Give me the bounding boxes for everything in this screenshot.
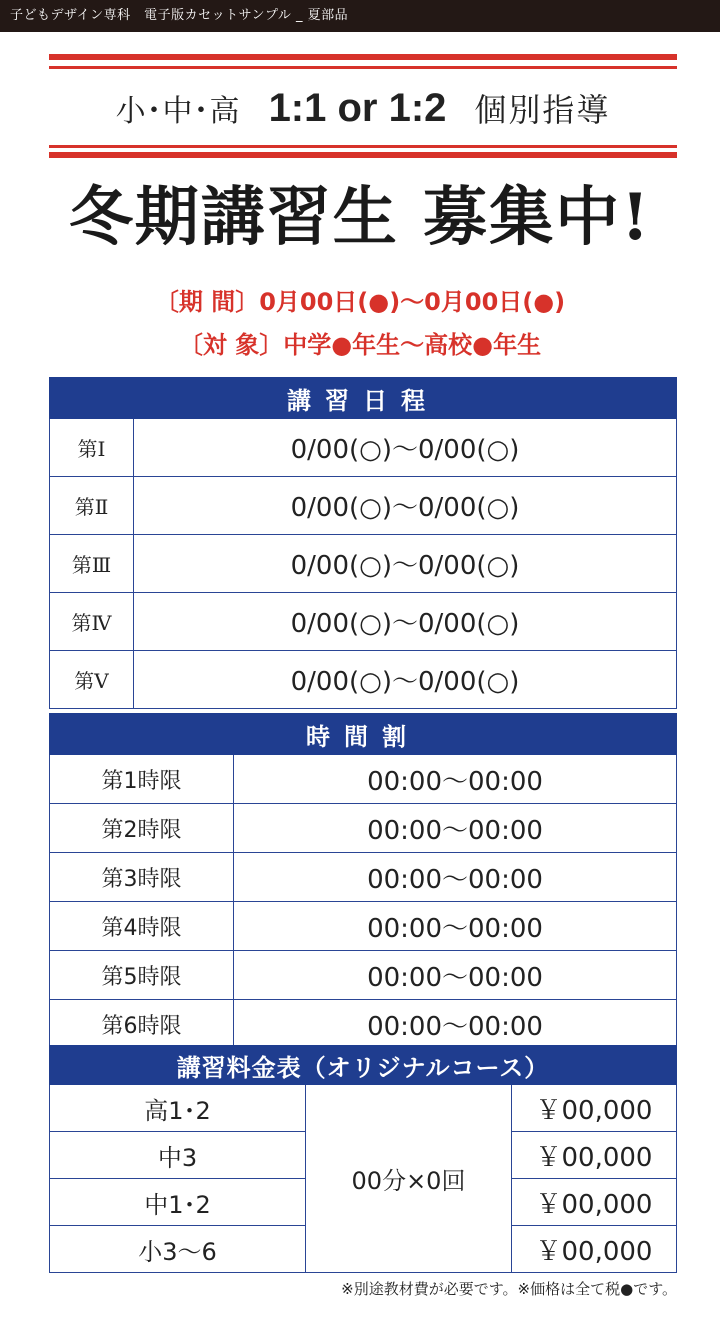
header-rule-top-thin — [49, 66, 677, 69]
fees-table — [49, 1045, 677, 1273]
period-time: 00:00～00:00 — [234, 853, 677, 902]
schedule-header: 講習日程 — [50, 378, 677, 419]
schedule-row — [50, 419, 677, 477]
periods-table — [49, 713, 677, 1049]
schedule-term-label: 第Ⅱ — [50, 477, 134, 535]
fee-grade: 小3～6 — [50, 1226, 306, 1273]
period-row — [50, 902, 677, 951]
fee-price: ￥00,000 — [512, 1226, 677, 1273]
schedule-term-dates: 0/00(○)～0/00(○) — [134, 651, 677, 709]
headline-ratio: 1:1 or 1:2 — [268, 85, 447, 130]
fees-header: 講習料金表（オリジナルコース） — [50, 1046, 677, 1085]
schedule-term-label: 第Ⅴ — [50, 651, 134, 709]
footnote: ※別途教材費が必要です。※価格は全て税●です。 — [341, 1280, 677, 1298]
period-time: 00:00～00:00 — [234, 804, 677, 853]
schedule-term-dates: 0/00(○)～0/00(○) — [134, 593, 677, 651]
fee-sessions: 00分×0回 — [306, 1085, 512, 1273]
fee-grade: 中3 — [50, 1132, 306, 1179]
period-row — [50, 951, 677, 1000]
fee-price: ￥00,000 — [512, 1085, 677, 1132]
schedule-term-label: 第Ⅰ — [50, 419, 134, 477]
period-time: 00:00～00:00 — [234, 951, 677, 1000]
period-label: 第5時限 — [50, 951, 234, 1000]
period-row — [50, 755, 677, 804]
headline-kind: 個別指導 — [474, 91, 611, 129]
header-rule-top-thick — [49, 54, 677, 60]
periods-header: 時間割 — [50, 714, 677, 755]
schedule-term-dates: 0/00(○)～0/00(○) — [134, 535, 677, 593]
schedule-row — [50, 477, 677, 535]
schedule-row — [50, 535, 677, 593]
period-time: 00:00～00:00 — [234, 755, 677, 804]
headline — [49, 74, 677, 142]
schedule-term-label: 第Ⅳ — [50, 593, 134, 651]
header-rule-bottom-thin — [49, 145, 677, 148]
schedule-row — [50, 651, 677, 709]
period-time: 00:00～00:00 — [234, 1000, 677, 1049]
top-bar: 子どもデザイン専科 電子版カセットサンプル _ 夏部品 — [0, 0, 720, 32]
period-label: 第3時限 — [50, 853, 234, 902]
period-label: 第6時限 — [50, 1000, 234, 1049]
fee-grade: 中1･2 — [50, 1179, 306, 1226]
fee-price: ￥00,000 — [512, 1132, 677, 1179]
schedule-term-dates: 0/00(○)～0/00(○) — [134, 419, 677, 477]
period-row — [50, 804, 677, 853]
period-label: 第2時限 — [50, 804, 234, 853]
headline-levels: 小･中･高 — [115, 94, 241, 129]
period-label: 第1時限 — [50, 755, 234, 804]
page-title: 冬期講習生 募集中! — [68, 180, 652, 255]
target-line: 〔対 象〕中学●年生～高校●年生 — [178, 331, 542, 359]
schedule-table — [49, 377, 677, 709]
period-row — [50, 853, 677, 902]
schedule-term-dates: 0/00(○)～0/00(○) — [134, 477, 677, 535]
period-time: 00:00～00:00 — [234, 902, 677, 951]
period-row — [50, 1000, 677, 1049]
header-rule-bottom-thick — [49, 152, 677, 158]
fee-row — [50, 1085, 677, 1132]
period-line: 〔期 間〕0月00日(●)～0月00日(●) — [154, 288, 566, 316]
schedule-term-label: 第Ⅲ — [50, 535, 134, 593]
schedule-row — [50, 593, 677, 651]
period-label: 第4時限 — [50, 902, 234, 951]
fee-price: ￥00,000 — [512, 1179, 677, 1226]
fee-grade: 高1･2 — [50, 1085, 306, 1132]
